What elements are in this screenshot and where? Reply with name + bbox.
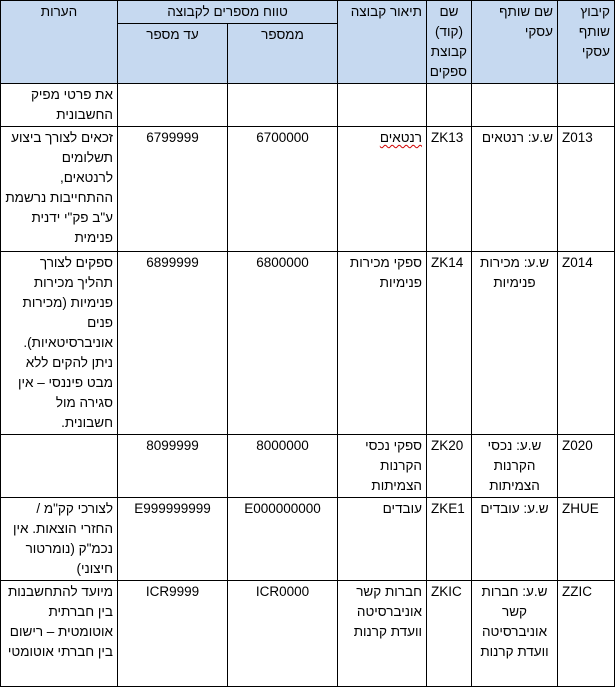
cell-group: ZZIC	[558, 581, 615, 687]
table-row	[1, 581, 615, 687]
cell-to: 6799999	[118, 127, 228, 252]
cell-desc: חברות קשר אוניברסיטה וועדת קרנות	[338, 581, 427, 687]
table-row	[1, 252, 615, 435]
cell-from: E000000000	[228, 498, 338, 581]
cell-from: ICR0000	[228, 581, 338, 687]
table-row	[1, 127, 615, 252]
table-row	[1, 435, 615, 498]
cell-group	[558, 84, 615, 127]
cell-notes: את פרטי מפיק החשבונית	[1, 84, 118, 127]
cell-to: 8099999	[118, 435, 228, 498]
cell-notes: מיועד להתחשבנות בין חברתית אוטומטית – רישום בין חברתי אוטומטי	[1, 581, 118, 687]
table-row	[1, 84, 615, 127]
cell-partner: ש.ע: נכסי הקרנות הצמיתות	[472, 435, 558, 498]
cell-code: ZKIC	[427, 581, 472, 687]
cell-to	[118, 84, 228, 127]
header-to-number: עד מספר	[118, 24, 228, 84]
cell-to: E999999999	[118, 498, 228, 581]
header-from-number: ממספר	[228, 24, 338, 84]
cell-desc: ספקי נכסי הקרנות הצמיתות	[338, 435, 427, 498]
cell-notes	[1, 435, 118, 498]
cell-group: ZHUE	[558, 498, 615, 581]
cell-partner: ש.ע: עובדים	[472, 498, 558, 581]
cell-code: ZKE1	[427, 498, 472, 581]
cell-group: Z014	[558, 252, 615, 435]
cell-notes: זכאים לצורך ביצוע תשלומים לרנטאים, ההתחייבות נרשמת ע"ב פק"י ידנית פנימית	[1, 127, 118, 252]
cell-partner: ש.ע: חברות קשר אוניברסיטה וועדת קרנות	[472, 581, 558, 687]
cell-notes: לצורכי קק"מ / החזרי הוצאות. אין נכמ"ק (נומרטור חיצוני)	[1, 498, 118, 581]
header-supplier-code: שם (קוד) קבוצת ספקים	[427, 1, 472, 84]
cell-partner	[472, 84, 558, 127]
cell-from	[228, 84, 338, 127]
header-number-range: טווח מספרים לקבוצה	[118, 1, 338, 24]
cell-desc	[338, 127, 427, 252]
cell-group: Z020	[558, 435, 615, 498]
cell-code: ZK14	[427, 252, 472, 435]
cell-to: 6899999	[118, 252, 228, 435]
cell-from: 6800000	[228, 252, 338, 435]
cell-group: Z013	[558, 127, 615, 252]
cell-from: 6700000	[228, 127, 338, 252]
desc-text: רנטאים	[379, 130, 422, 145]
cell-notes: ספקים לצורך תהליך מכירות פנימיות (מכירות פנים אוניברסיטאיות). ניתן להקים ללא מבט פיננסי – אין סגירה מול חשבונית.	[1, 252, 118, 435]
cell-code: ZK20	[427, 435, 472, 498]
header-description: תיאור קבוצה	[338, 1, 427, 84]
cell-partner: ש.ע: רנטאים	[472, 127, 558, 252]
cell-partner: ש.ע: מכירות פנימיות	[472, 252, 558, 435]
cell-to: ICR9999	[118, 581, 228, 687]
cell-desc: ספקי מכירות פנימיות	[338, 252, 427, 435]
cell-code	[427, 84, 472, 127]
header-group: קיבוץ שותף עסקי	[558, 1, 615, 84]
cell-desc	[338, 84, 427, 127]
cell-code: ZK13	[427, 127, 472, 252]
cell-desc: עובדים	[338, 498, 427, 581]
header-partner-name: שם שותף עסקי	[472, 1, 558, 84]
table-row	[1, 498, 615, 581]
header-notes: הערות	[1, 1, 118, 84]
cell-from: 8000000	[228, 435, 338, 498]
